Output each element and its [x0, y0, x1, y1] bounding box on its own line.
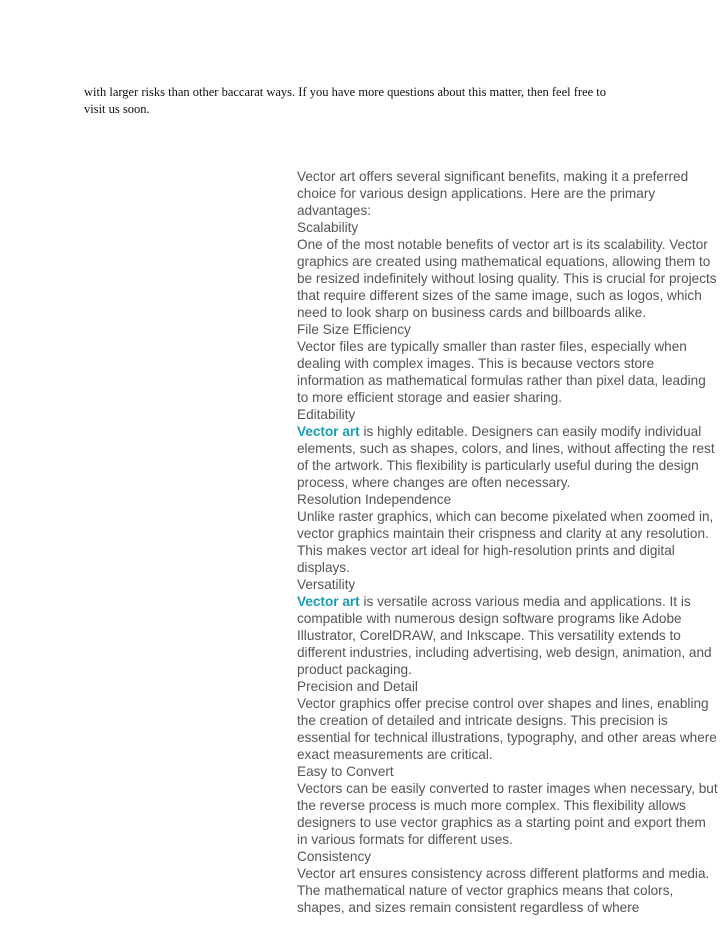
section-heading: Scalability	[297, 220, 359, 235]
section-body: Vector art ensures consistency across different platforms and media. The mathematical nature of vector graphics means that colors, shapes, and sizes remain consistent regardless of where	[297, 866, 710, 915]
vector-art-link[interactable]: Vector art	[297, 594, 360, 609]
section-heading: Consistency	[297, 849, 372, 864]
intro-paragraph	[84, 84, 644, 118]
section-heading: Versatility	[297, 577, 356, 592]
section-body: Unlike raster graphics, which can become pixelated when zoomed in, vector graphics maintain their crispness and clarity at any resolution. This makes vector art ideal for high-resolution prints and digital displays.	[297, 509, 714, 575]
section-body: One of the most notable benefits of vector art is its scalability. Vector graphics are created using mathematical equations, allowing them to be resized indefinitely without losing quality. This is crucial for projects that require different sizes of the same image, such as logos, which need to look sharp on business cards and billboards alike.	[297, 237, 717, 320]
section-heading: File Size Efficiency	[297, 322, 411, 337]
section-body-text: is highly editable. Designers can easily modify individual elements, such as shapes, colors, and lines, without affecting the rest of the artwork. This flexibility is particularly useful during the design process, where changes are often necessary.	[297, 424, 715, 490]
article-body	[297, 168, 720, 916]
section-body: Vector graphics offer precise control over shapes and lines, enabling the creation of detailed and intricate designs. This precision is essential for technical illustrations, typography, and other areas where exact measurements are critical.	[297, 696, 717, 762]
section-heading: Precision and Detail	[297, 679, 418, 694]
section-body-text: is versatile across various media and applications. It is compatible with numerous design software programs like Adobe Illustrator, CorelDRAW, and Inkscape. This versatility extends to different industries, including advertising, web design, animation, and product packaging.	[297, 594, 712, 677]
section-heading: Easy to Convert	[297, 764, 394, 779]
vector-art-link[interactable]: Vector art	[297, 424, 360, 439]
section-body: Vectors can be easily converted to raster images when necessary, but the reverse process is much more complex. This flexibility allows designers to use vector graphics as a starting point and export them in various formats for different uses.	[297, 781, 718, 847]
section-body	[297, 593, 720, 678]
section-body	[297, 423, 720, 491]
section-body: Vector files are typically smaller than raster files, especially when dealing with complex images. This is because vectors store information as mathematical formulas rather than pixel data, leading to more efficient storage and easier sharing.	[297, 339, 706, 405]
intro-line-1: with larger risks than other baccarat ways. If you have more questions about this matter, then feel free to	[84, 85, 607, 99]
section-heading: Resolution Independence	[297, 492, 452, 507]
article-lead: Vector art offers several significant benefits, making it a preferred choice for various design applications. Here are the primary advantages:	[297, 169, 689, 218]
intro-line-2: visit us soon.	[84, 102, 150, 116]
section-heading: Editability	[297, 407, 356, 422]
